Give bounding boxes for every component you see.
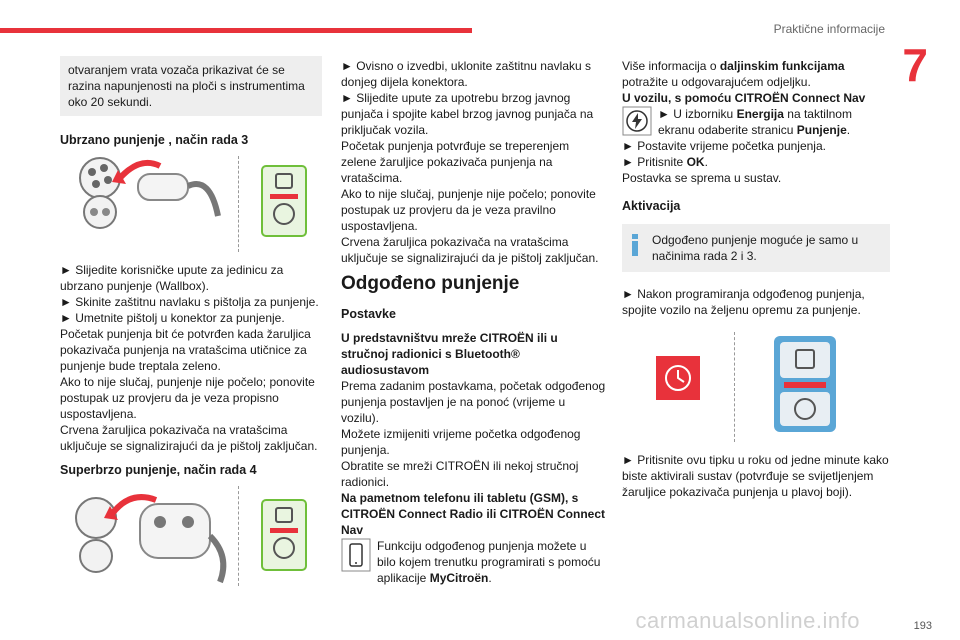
phone-app-block [341, 538, 606, 586]
mode3-line: ► Umetnite pištolj u konektor za punjenje. [60, 311, 285, 325]
column-right [622, 58, 890, 500]
energy-lightning-icon [622, 106, 652, 136]
smartphone-icon [341, 538, 371, 572]
more-info-c: potražite u odgovarajućem odjeljku. [622, 75, 811, 89]
fast-line: Početak punjenja potvrđuje se treperenjem zelene žaruljice pokazivača punjenja na vratašcima. [341, 139, 570, 185]
subheading-dealer: U predstavništvu mreže CITROËN ili u stručnoj radionici s Bluetooth® audiosustavom [341, 331, 558, 377]
nav-step1-e: . [846, 123, 851, 137]
figure-mode4 [60, 486, 322, 586]
mode3-line: Početak punjenja bit će potvrđen kada žaruljica pokazivača punjenja na vratašcima utičnice za punjenje bude treptala zeleno. [60, 327, 311, 373]
column-left [60, 56, 322, 596]
phone-text-c: . [488, 571, 492, 585]
nav-step3 [622, 154, 890, 170]
nav-step-block [622, 106, 890, 138]
nav-step3-b: OK [686, 155, 705, 169]
note-box [60, 56, 322, 116]
activation-text: ► Nakon programiranja odgođenog punjenja, spojite vozilo na željenu opremu za punjenje. [622, 287, 865, 317]
fast-line: Crvena žaruljica pokazivača na vratašcima uključuje se signalizirajući da je pištolj zaključan. [341, 235, 599, 265]
nav-step2: ► Postavite vrijeme početka punjenja. [622, 139, 826, 153]
nav-step1 [658, 106, 890, 138]
phone-text-a: Funkciju odgođenog punjenja možete u bilo kojem trenutku programirati s pomoću aplikacije [377, 539, 601, 585]
press-text: ► Pritisnite ovu tipku u roku od jedne minute kako biste aktivirali sustav (potvrđuje se svijetljenjem žaruljice pokazivača punjenja u plavoj boji). [622, 453, 889, 499]
dealer-line: Prema zadanim postavkama, početak odgođenog punjenja postavljen je na ponoć (vrijeme u vozilu). [341, 379, 606, 425]
heading-activation: Aktivacija [622, 199, 681, 213]
more-info-text [622, 58, 890, 90]
more-info-a: Više informacija o [622, 59, 720, 73]
info-icon [632, 234, 638, 256]
heading-settings: Postavke [341, 307, 396, 321]
app-name: MyCitroën [429, 571, 489, 585]
section-title: Praktične informacije [773, 22, 885, 36]
mode3-paragraphs [60, 262, 322, 454]
watermark: carmanualsonline.info [635, 608, 860, 633]
info-text: Odgođeno punjenje moguće je samo u načinima rada 2 i 3. [652, 233, 859, 263]
mode3-line: Ako to nije slučaj, punjenje nije počelo; ponovite postupak uz provjeru da je veza propisno uspostavljena. [60, 375, 315, 421]
nav-step4: Postavka se sprema u sustav. [622, 171, 782, 185]
mode3-line: Crvena žaruljica pokazivača na vratašcima uključuje se signalizirajući da je pištolj zaključan. [60, 423, 318, 453]
nav-step1-d: Punjenje [796, 123, 847, 137]
dealer-line: Obratite se mreži CITROËN ili nekoj stručnoj radionici. [341, 459, 579, 489]
dealer-line: Možete izmijeniti vrijeme početka odgođenog punjenja. [341, 427, 581, 457]
heading-mode3: Ubrzano punjenje , način rada 3 [60, 133, 249, 147]
heading-mode4: Superbrzo punjenje, način rada 4 [60, 463, 257, 477]
nav-step1-c: na taktilnom ekranu odaberite stranicu [658, 107, 852, 137]
info-box [622, 224, 890, 272]
phone-app-text [377, 538, 606, 586]
nav-step3-a: ► Pritisnite [622, 155, 687, 169]
charge-indicator-green-icon [258, 162, 310, 242]
nav-step3-c: . [704, 155, 708, 169]
fast-line: ► Slijedite upute za upotrebu brzog javnog punjača i spojite kabel brzog javnog punjača na priključak vozila. [341, 91, 594, 137]
charge-indicator-green-icon [258, 496, 310, 576]
subheading-nav: U vozilu, s pomoću CITROËN Connect Nav [622, 91, 866, 105]
fast-line: ► Ovisno o izvedbi, uklonite zaštitnu navlaku s donjeg dijela konektora. [341, 59, 592, 89]
column-middle [341, 58, 606, 586]
subheading-phone: Na pametnom telefonu ili tabletu (GSM), s CITROËN Connect Radio ili CITROËN Connect Nav [341, 491, 606, 537]
charge-indicator-blue-icon [772, 334, 838, 434]
more-info-b: daljinskim funkcijama [719, 59, 845, 73]
nav-step1-a: ► U izborniku [658, 107, 737, 121]
deferred-charge-button-icon [656, 356, 700, 400]
heading-deferred-charging: Odgođeno punjenje [341, 273, 520, 294]
nav-step1-b: Energija [736, 107, 784, 121]
figure-activation [622, 332, 890, 442]
chapter-number: 7 [902, 39, 928, 91]
fast-line: Ako to nije slučaj, punjenje nije počelo; ponovite postupak uz provjeru da je veza pravilno uspostavljena. [341, 187, 596, 233]
page-number: 193 [913, 620, 932, 632]
mode3-line: ► Slijedite korisničke upute za jedinicu za ubrzano punjenje (Wallbox). [60, 263, 284, 293]
header-accent-bar [0, 28, 472, 33]
note-text: otvaranjem vrata vozača prikazivat će se razina napunjenosti na ploči s instrumentima oko 20 sekundi. [68, 63, 305, 109]
figure-mode3 [60, 156, 322, 252]
mode3-line: ► Skinite zaštitnu navlaku s pištolja za punjenje. [60, 295, 319, 309]
